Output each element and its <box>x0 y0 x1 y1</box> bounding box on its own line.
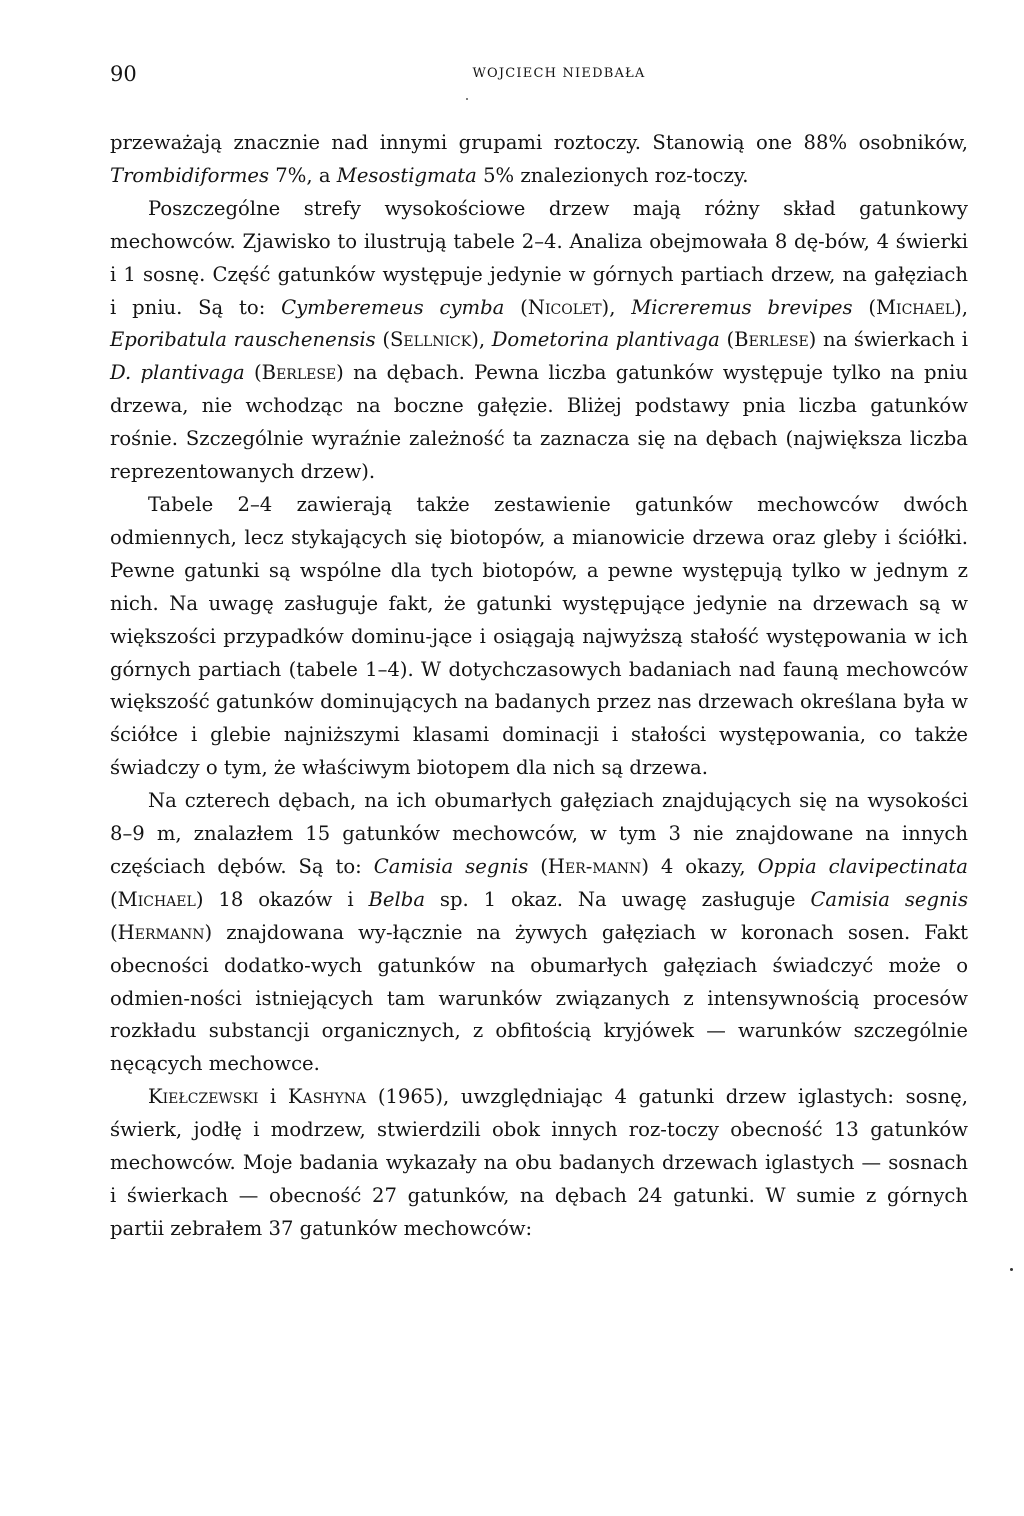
paragraph-3 <box>110 489 968 785</box>
body-text <box>110 127 968 1246</box>
text-run: ), <box>954 295 969 319</box>
text-run: ) na dębach. Pewna liczba gatunków występuje tylko na pniu drzewa, nie wchodząc na boczne gałęzie. Bliżej podstawy pnia liczba gatunków rośnie. Szczególnie wyraźnie zależność ta zaznacza się na dębach (największa liczba reprezentowanych drzew). <box>110 361 968 484</box>
text-run: ( <box>375 328 390 352</box>
author-name: Michael <box>875 295 955 319</box>
text-run: ), <box>601 295 632 319</box>
paragraph-2 <box>110 193 968 489</box>
text-run: ( <box>719 328 735 352</box>
author-name: Hermann <box>117 920 205 944</box>
taxon-name: Camisia segnis <box>810 887 968 911</box>
text-run: 5% znalezionych roz-toczy. <box>476 163 749 187</box>
author-name: Berlese <box>261 361 337 385</box>
author-name: Nicolet <box>527 295 602 319</box>
taxon-name: Cymberemeus cymba <box>281 295 505 319</box>
taxon-name: Micreremus brevipes <box>631 295 853 319</box>
author-name: Her-mann <box>547 854 642 878</box>
print-speck <box>466 98 468 100</box>
text-run: ( <box>504 295 528 319</box>
text-run: i <box>258 1085 288 1109</box>
text-run: Poszczególne strefy wysokościowe drzew mają różny skład gatunkowy mechowców. Zjawisko to ilustrują tabele 2–4. Analiza obejmowała 8 dę-bów, 4 świerki i 1 sosnę. Część gatunków występuje jedynie w górnych partiach drzew, na gałęziach i pniu. Są to: <box>110 196 968 319</box>
paragraph-5 <box>110 1081 968 1246</box>
author-name: Berlese <box>734 328 809 352</box>
page-number: 90 <box>110 62 137 86</box>
text-run: Tabele 2–4 zawierają także zestawienie gatunków mechowców dwóch odmiennych, lecz stykających się biotopów, a mianowicie drzewa oraz gleby i ściółki. Pewne gatunki są wspólne dla tych biotopów, a pewne występują tylko w jednym z nich. Na uwagę zasługuje fakt, że gatunki występujące jedynie na drzewach są w większości przypadków dominu-jące i osiągają najwyższą stałość występowania w ich górnych partiach (tabele 1–4). W dotychczasowych badaniach nad fauną mechowców większość gatunków dominujących na badanych przez nas drzewach określana była w ściółce i glebie najniższymi klasami dominacji i stałości występowania, co także świadczy o tym, że właściwym biotopem dla nich są drzewa. <box>110 492 968 780</box>
taxon-name: Belba <box>368 887 426 911</box>
text-run: ) na świerkach i <box>808 328 969 352</box>
taxon-name: Trombidiformes <box>110 163 270 187</box>
text-run: ) znajdowana wy-łącznie na żywych gałęziach w koronach sosen. Fakt obecności dodatko-wych gatunków na obumarłych gałęziach świadczyć może o odmien-ności istniejących tam warunków związanych z intensywnością procesów rozkładu substancji organicznych, z obfitością kryjówek — warunków szczególnie nęcących mechowce. <box>110 920 968 1076</box>
text-run: ) 18 okazów i <box>195 887 369 911</box>
taxon-name: D. plantivaga <box>110 361 245 385</box>
margin-mark <box>1010 1268 1013 1271</box>
running-head-author: WOJCIECH NIEDBAŁA <box>472 66 646 81</box>
author-name: Sellnick <box>390 328 472 352</box>
author-name: Kashyna <box>288 1085 367 1109</box>
author-name: Kiełczewski <box>148 1085 259 1109</box>
taxon-name: Mesostigmata <box>336 163 477 187</box>
text-run: ( <box>110 887 118 911</box>
taxon-name: Dometorina plantivaga <box>491 328 720 352</box>
paragraph-4 <box>110 785 968 1081</box>
text-run: 7%, a <box>269 163 337 187</box>
paragraph-1 <box>110 127 968 193</box>
text-run: ), <box>471 328 492 352</box>
text-run: ( <box>244 361 262 385</box>
text-run: Na czterech dębach, na ich obumarłych gałęziach znajdujących się na wysokości 8–9 m, znalazłem 15 gatunków mechowców, w tym 3 nie znajdowane na innych częściach dębów. Są to: <box>110 789 968 878</box>
text-run: (1965), uwzględniając 4 gatunki drzew iglastych: sosnę, świerk, jodłę i modrzew, stwierdzili obok innych roz-toczy obecność 13 gatunków mechowców. Moje badania wykazały na obu badanych drzewach iglastych — sosnach i świerkach — obecność 27 gatunków, na dębach 24 gatunki. W sumie z górnych partii zebrałem 37 gatunków mechowców: <box>110 1085 968 1240</box>
text-run: sp. 1 okaz. Na uwagę zasługuje <box>425 887 811 911</box>
text-run: ( <box>528 854 548 878</box>
author-name: Michael <box>117 887 196 911</box>
text-run: ( <box>852 295 876 319</box>
taxon-name: Eporibatula rauschenensis <box>110 328 376 352</box>
taxon-name: Camisia segnis <box>373 854 529 878</box>
page-header <box>110 62 968 92</box>
text-run: ( <box>110 920 118 944</box>
text-run: ) 4 okazy, <box>641 854 758 878</box>
taxon-name: Oppia clavipectinata <box>757 854 968 878</box>
text-run: przeważają znacznie nad innymi grupami roztoczy. Stanowią one 88% osobników, <box>110 131 968 154</box>
